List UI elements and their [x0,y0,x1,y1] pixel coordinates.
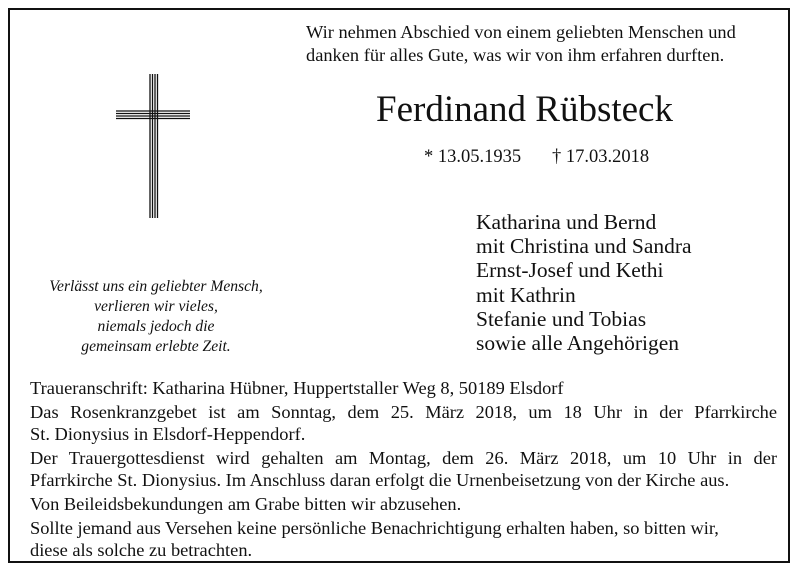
mourner-line: Ernst-Josef und Kethi [476,258,664,283]
intro-text [306,21,776,67]
intro-line: danken für alles Gute, was wir von ihm erfahren durften. [306,45,725,65]
intro-line: Wir nehmen Abschied von einem geliebten Menschen und [306,22,736,42]
rosary-line: St. Dionysius in Elsdorf-Heppendorf. [30,424,306,444]
notification-line: Sollte jemand aus Versehen keine persönliche Benachrichtigung erhalten haben, so bitten wir, [30,518,719,538]
mourner-line: Stefanie und Tobias [476,306,647,331]
quote-line: gemeinsam erlebte Zeit. [81,338,231,355]
service-line: Der Trauergottesdienst wird gehalten am Montag, dem 26. März 2018, um 10 Uhr in der [30,448,777,468]
rosary-notice [30,401,777,445]
rosary-line: Das Rosenkranzgebet ist am Sonntag, dem 25. März 2018, um 18 Uhr in der Pfarrkirche [30,402,777,422]
notification-line: diese als solche zu betrachten. [30,540,253,560]
death-date: † 17.03.2018 [552,147,650,167]
mourner-line: mit Christina und Sandra [476,234,692,259]
cross-icon [116,74,190,218]
condolence-notice [30,493,777,515]
quote-line: niemals jedoch die [97,318,215,335]
mourner-line: Katharina und Bernd [476,210,657,234]
mourners-list [476,210,692,355]
quote-line: verlieren wir vieles, [94,298,218,315]
funeral-service-notice [30,447,777,491]
notification-notice [30,517,777,561]
quote-line: Verlässt uns ein geliebter Mensch, [49,278,263,295]
address-line: Traueranschrift: Katharina Hübner, Huppertstaller Weg 8, 50189 Elsdorf [30,378,564,398]
deceased-name: Ferdinand Rübsteck [376,89,673,130]
mourning-address [30,377,777,399]
service-line: Pfarrkirche St. Dionysius. Im Anschluss daran erfolgt die Urnenbeisetzung von der Kirche aus. [30,470,730,490]
birth-date: * 13.05.1935 [424,147,522,167]
notices [30,377,777,563]
memorial-quote [40,277,272,357]
mourner-line: mit Kathrin [476,282,576,307]
condolence-line: Von Beileidsbekundungen am Grabe bitten wir abzusehen. [30,494,462,514]
mourner-line: sowie alle Angehörigen [476,331,680,356]
